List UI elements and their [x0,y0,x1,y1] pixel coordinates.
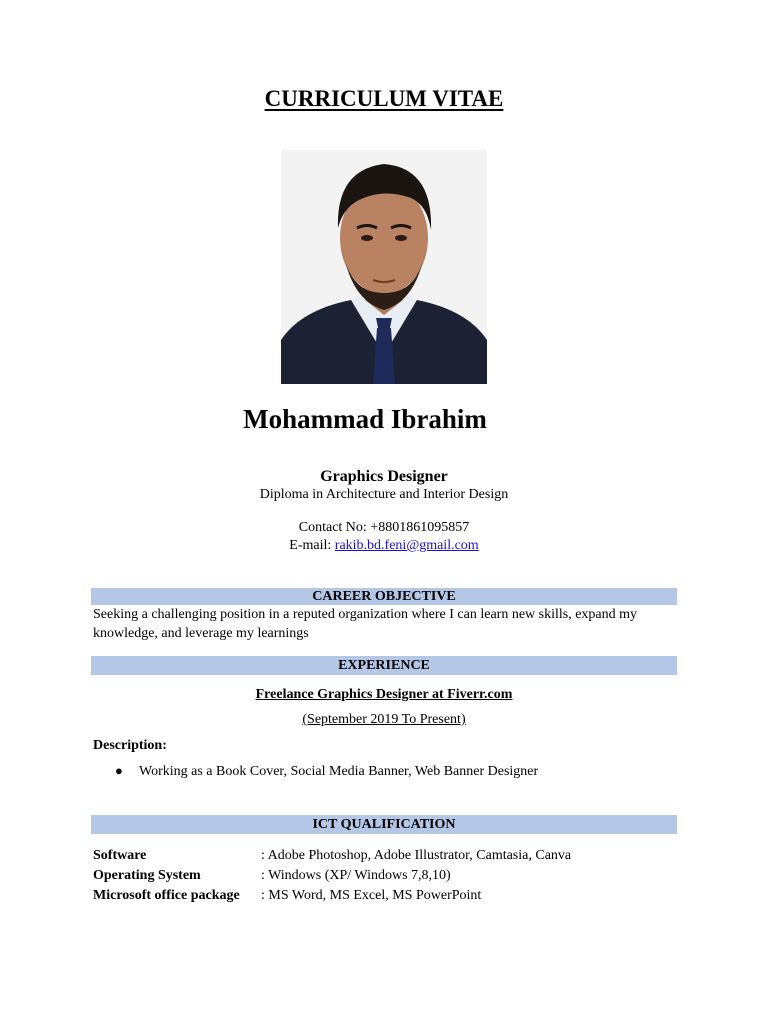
ict-label: Microsoft office package [93,888,240,903]
list-item: ● Working as a Book Cover, Social Media Banner, Web Banner Designer [115,763,539,779]
bullet-icon: ● [115,763,123,778]
experience-title: Freelance Graphics Designer at Fiverr.com [255,687,513,702]
contact-number: Contact No: +8801861095857 [298,520,470,535]
table-row [93,866,571,886]
ict-value: : Adobe Photoshop, Adobe Illustrator, Camtasia, Canva [261,848,572,863]
career-objective-text: Seeking a challenging position in a reputed organization where I can learn new skills, expand my knowledge, and leverage my learnings [93,607,638,641]
section-career-objective: CAREER OBJECTIVE [91,588,677,605]
cv-title: CURRICULUM VITAE [264,86,504,111]
profile-photo [281,150,487,384]
email-link[interactable]: rakib.bd.feni@gmail.com [334,538,479,553]
diploma: Diploma in Architecture and Interior Design [259,487,509,502]
ict-value: : Windows (XP/ Windows 7,8,10) [261,868,451,883]
section-experience: EXPERIENCE [91,656,677,675]
ict-label: Software [93,848,147,863]
section-ict-qualification: ICT QUALIFICATION [91,815,677,834]
job-title: Graphics Designer [320,468,448,485]
table-row [93,886,571,906]
table-row [93,846,571,866]
ict-label: Operating System [93,868,201,883]
ict-table [93,846,571,906]
description-label: Description: [93,738,167,753]
ict-value: : MS Word, MS Excel, MS PowerPoint [261,888,482,903]
profile-photo-image [281,150,487,384]
email-label: E-mail: [289,538,335,553]
candidate-name: Mohammad Ibrahim [243,404,487,434]
email-line [0,538,768,554]
experience-period: (September 2019 To Present) [302,712,466,727]
experience-bullets [115,763,538,780]
